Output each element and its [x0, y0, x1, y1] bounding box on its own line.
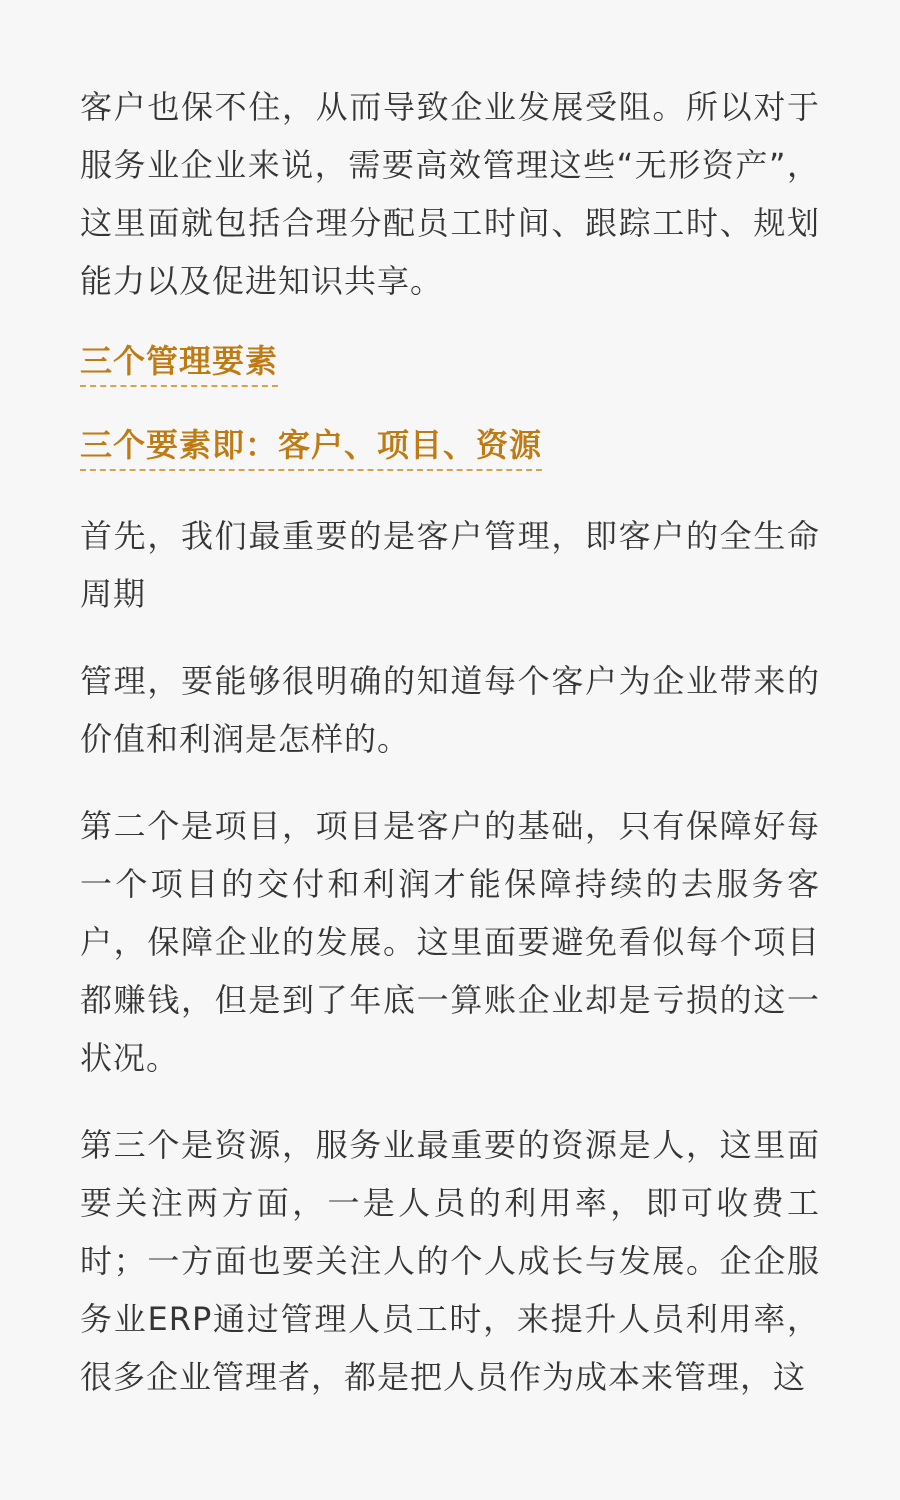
paragraph-customer-value: 管理，要能够很明确的知道每个客户为企业带来的价值和利润是怎样的。	[80, 662, 820, 758]
subheading-three-elements: 三个要素即：客户、项目、资源	[80, 423, 542, 471]
section-heading-management-elements: 三个管理要素	[80, 339, 278, 387]
subheading-wrapper	[80, 423, 820, 471]
paragraph-resource: 第三个是资源，服务业最重要的资源是人，这里面要关注两方面，一是人员的利用率，即可收费工时；一方面也要关注人的个人成长与发展。企企服务业ERP通过管理人员工时，来提升人员利用率，很多企业管理者，都是把人员作为成本来管理，这	[80, 1126, 820, 1396]
section-heading-wrapper	[80, 339, 820, 387]
article-body	[80, 78, 820, 1435]
paragraph-project: 第二个是项目，项目是客户的基础，只有保障好每一个项目的交付和利润才能保障持续的去服务客户，保障企业的发展。这里面要避免看似每个项目都赚钱，但是到了年底一算账企业却是亏损的这一状况。	[80, 807, 820, 1077]
paragraph-customer: 首先，我们最重要的是客户管理，即客户的全生命周期	[80, 517, 820, 613]
paragraph-intro: 客户也保不住，从而导致企业发展受阻。所以对于服务业企业来说，需要高效管理这些“无形资产”，这里面就包括合理分配员工时间、跟踪工时、规划能力以及促进知识共享。	[80, 88, 820, 300]
